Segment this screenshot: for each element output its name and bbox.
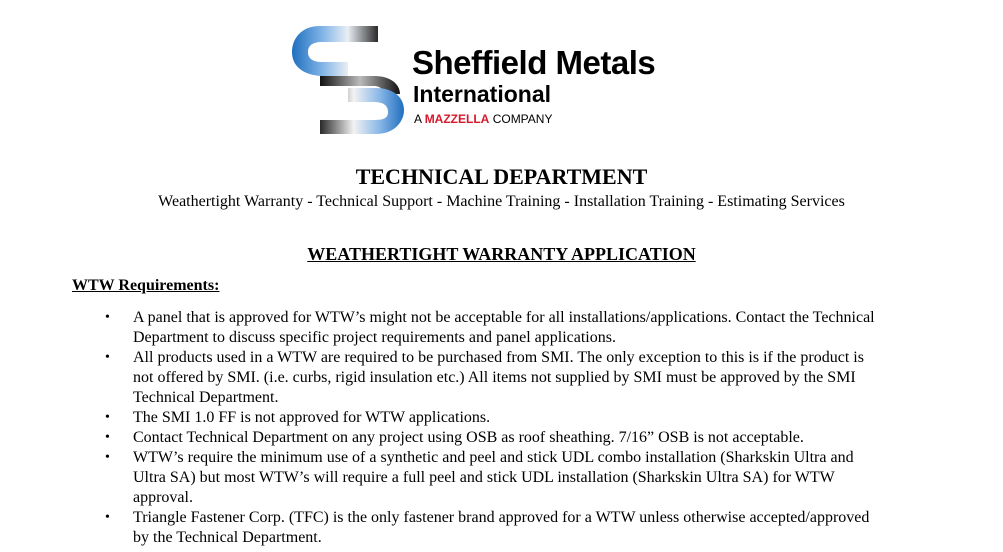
bullet-icon: •	[105, 410, 110, 425]
requirement-line: All products used in a WTW are required to be purchased from SMI. The only exception to this is if the product is	[133, 349, 864, 366]
requirement-item	[0, 308, 933, 348]
requirement-line: Triangle Fastener Corp. (TFC) is the only fastener brand approved for a WTW unless otherwise accepted/approved	[133, 509, 870, 526]
requirement-item	[0, 408, 933, 428]
requirement-line: Department to discuss specific project requirements and panel applications.	[133, 329, 616, 346]
bullet-icon: •	[105, 450, 110, 465]
bullet-icon: •	[105, 310, 110, 325]
requirement-item	[0, 508, 933, 548]
requirement-line: Contact Technical Department on any project using OSB as roof sheathing. 7/16” OSB is not acceptable.	[133, 429, 804, 446]
requirement-item	[0, 448, 933, 508]
tagline-brand: MAZZELLA	[424, 112, 490, 126]
department-services: Weathertight Warranty - Technical Support - Machine Training - Installation Training - Estimating Services	[158, 193, 845, 210]
requirement-line: not offered by SMI. (i.e. curbs, rigid insulation etc.) All items not supplied by SMI must be approved by the SMI	[133, 369, 856, 386]
requirement-line: A panel that is approved for WTW’s might not be acceptable for all installations/applications. Contact the Technical	[133, 309, 875, 326]
bullet-icon: •	[105, 350, 110, 365]
requirement-item	[0, 348, 933, 408]
company-subname: International	[413, 81, 552, 107]
requirement-line: WTW’s require the minimum use of a synthetic and peel and stick UDL combo installation (Sharkskin Ultra and	[133, 449, 854, 466]
bullet-icon: •	[105, 510, 110, 525]
requirement-line: Technical Department.	[133, 389, 279, 406]
tagline-prefix: A	[414, 112, 422, 126]
document-title: WEATHERTIGHT WARRANTY APPLICATION	[307, 244, 696, 264]
tagline-suffix: COMPANY	[492, 112, 553, 126]
requirements-heading: WTW Requirements:	[72, 277, 220, 294]
requirement-line: approval.	[133, 489, 193, 506]
requirements-list	[0, 308, 933, 548]
requirement-line: by the Technical Department.	[133, 529, 322, 546]
department-title: TECHNICAL DEPARTMENT	[355, 164, 648, 189]
company-tagline	[414, 113, 552, 125]
requirement-item	[0, 428, 933, 448]
bullet-icon: •	[105, 430, 110, 445]
company-logo	[290, 22, 720, 142]
company-name: Sheffield Metals	[412, 44, 656, 81]
requirement-line: The SMI 1.0 FF is not approved for WTW applications.	[133, 409, 491, 426]
requirement-line: Ultra SA) but most WTW’s will require a full peel and stick UDL installation (Sharkskin Ultra SA) for WTW	[133, 469, 835, 486]
sheffield-s-logo-icon	[290, 22, 410, 142]
